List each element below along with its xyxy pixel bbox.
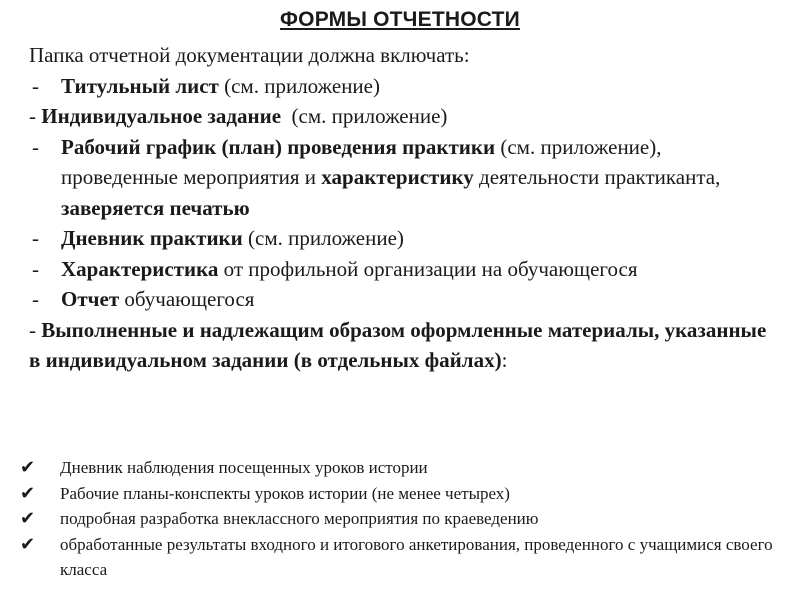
item-bold: заверяется печатью <box>61 195 250 220</box>
list-item-diary <box>29 223 779 254</box>
item-text: (см. приложение) <box>242 226 404 250</box>
list-item-title-page <box>29 71 779 102</box>
list-item-report <box>29 284 779 315</box>
item-bold: характеристику <box>321 165 474 189</box>
list-item-individual-task <box>29 101 779 132</box>
item-text: деятельности практиканта, <box>473 165 721 189</box>
checkmark-icon: ✔ <box>20 457 36 478</box>
item-text: от профильной организации на обучающегося <box>218 256 638 281</box>
document-body <box>29 40 779 376</box>
checkmark-icon: ✔ <box>20 533 36 555</box>
item-text: (см. приложение) <box>281 104 448 128</box>
dash-bullet: - <box>32 134 39 159</box>
item-bold: Характеристика <box>61 256 219 281</box>
checklist-item <box>20 532 780 583</box>
dash-bullet: - <box>32 73 39 98</box>
checklist-item <box>20 455 780 481</box>
checklist-item <box>20 506 780 532</box>
materials-bold: Выполненные и надлежащим образом оформленные материалы, указанные в индивидуальном задании (в отдельных файлах) <box>29 317 767 372</box>
item-text: (см. приложение), проведенные мероприятия и <box>61 134 662 189</box>
item-bold: Дневник практики <box>61 226 243 250</box>
checklist-text: Рабочие планы-конспекты уроков истории (не менее четырех) <box>60 483 510 503</box>
list-item-work-schedule <box>29 132 779 224</box>
dash-bullet: - <box>29 104 42 128</box>
item-bold: Индивидуальное задание <box>41 104 282 128</box>
list-item-characteristic <box>29 254 779 285</box>
item-text: обучающегося <box>119 287 255 311</box>
checklist <box>20 455 780 583</box>
item-bold: Титульный лист <box>61 73 219 98</box>
checkmark-icon: ✔ <box>20 508 36 529</box>
item-bold: Рабочий график (план) проведения практики <box>61 134 496 159</box>
materials-colon: : <box>501 348 508 372</box>
checkmark-icon: ✔ <box>20 482 36 504</box>
dash-bullet: - <box>29 317 42 342</box>
dash-bullet: - <box>32 287 39 311</box>
item-bold: Отчет <box>61 287 120 311</box>
materials-paragraph <box>29 315 779 376</box>
dash-bullet: - <box>32 256 39 281</box>
checklist-text: подробная разработка внеклассного мероприятия по краеведению <box>60 509 539 528</box>
checklist-text: Дневник наблюдения посещенных уроков истории <box>60 458 428 477</box>
checklist-item <box>20 481 780 507</box>
page-title: ФОРМЫ ОТЧЕТНОСТИ <box>280 8 520 31</box>
item-text: (см. приложение) <box>218 73 380 98</box>
dash-bullet: - <box>32 226 39 250</box>
intro-text: Папка отчетной документации должна включать: <box>29 43 470 67</box>
checklist-text: обработанные результаты входного и итогового анкетирования, проведенного с учащимися своего класса <box>60 534 773 579</box>
